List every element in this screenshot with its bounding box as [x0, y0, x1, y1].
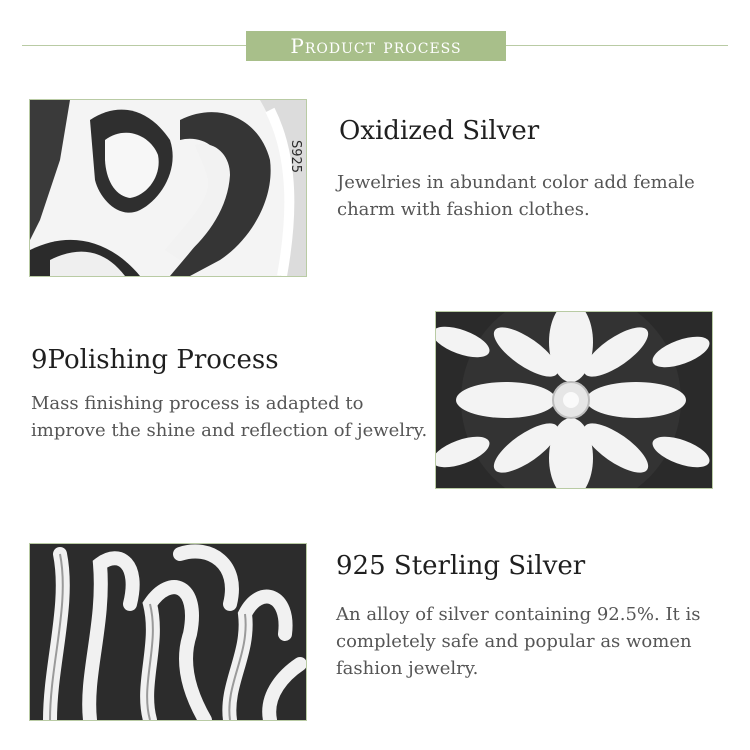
header-divider-left: [22, 45, 246, 46]
polishing-process-description: Mass finishing process is adapted to improve the shine and reflection of jewelry.: [31, 393, 428, 441]
polishing-process-title: 9Polishing Process: [31, 345, 279, 375]
polishing-process-photo: [435, 311, 713, 489]
sterling-silver-photo: [29, 543, 307, 721]
section-header-title: Product process: [290, 34, 462, 58]
oxidized-silver-description: Jewelries in abundant color add female charm with fashion clothes.: [337, 172, 695, 220]
sterling-silver-title: 925 Sterling Silver: [336, 551, 586, 581]
section-header-badge: [246, 31, 506, 61]
oxidized-silver-title: Oxidized Silver: [339, 116, 540, 146]
header-divider-right: [506, 45, 728, 46]
oxidized-silver-photo: [29, 99, 307, 277]
sterling-silver-description: An alloy of silver containing 92.5%. It is completely safe and popular as women fashion jewelry.: [336, 604, 701, 679]
s925-engraving-text: S925: [288, 140, 303, 174]
